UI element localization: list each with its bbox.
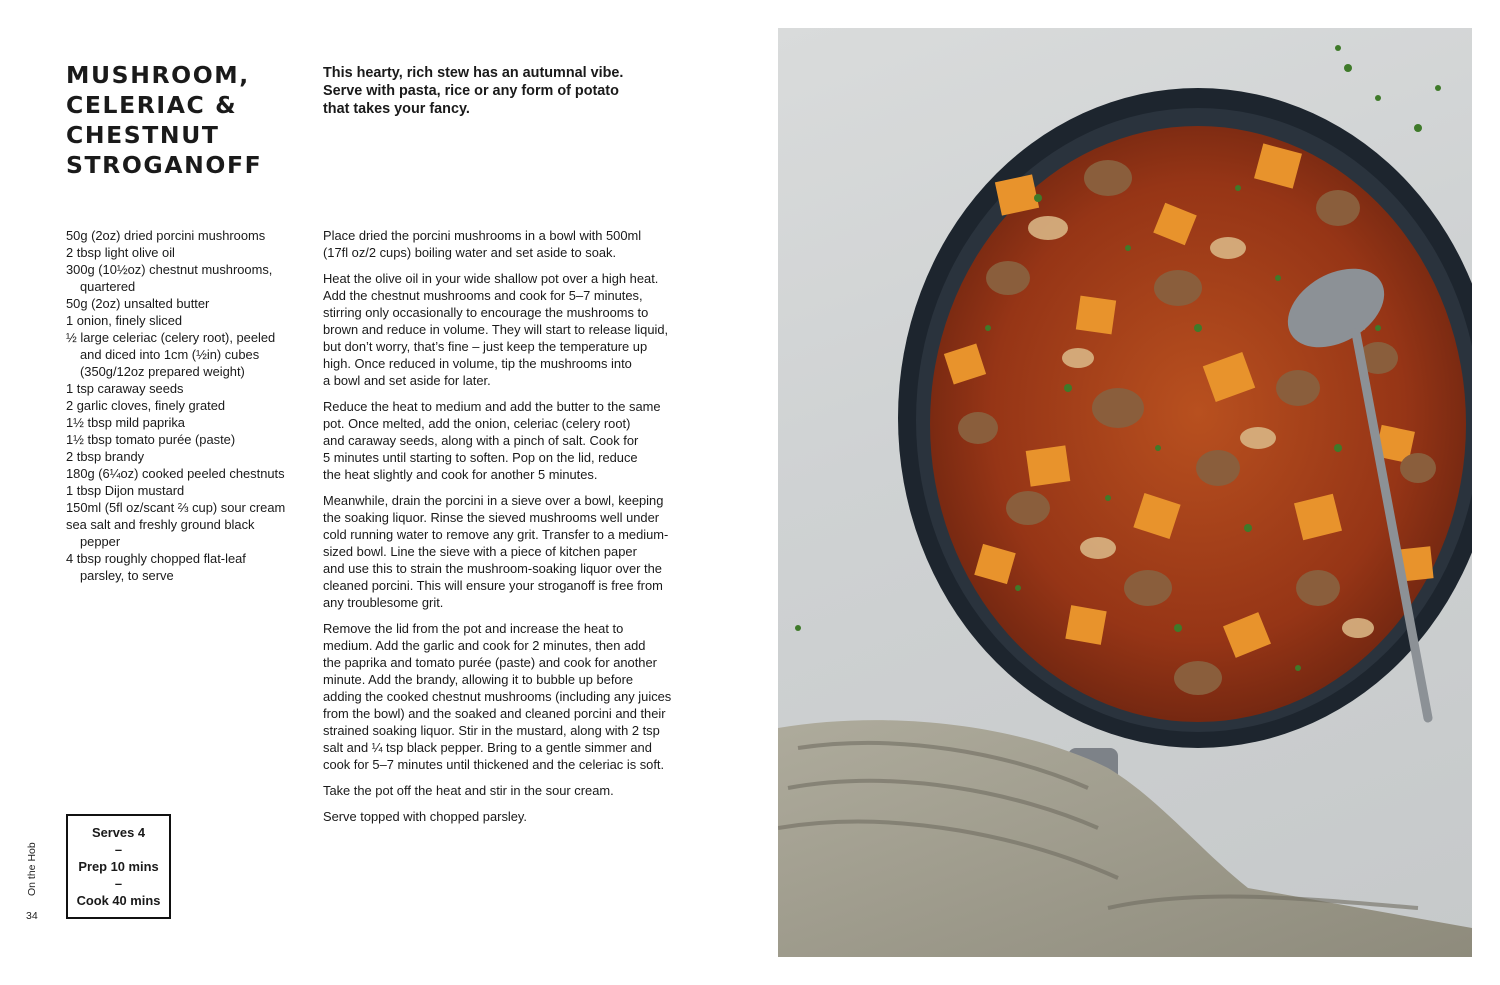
intro-line: Serve with pasta, rice or any form of potato <box>323 83 619 99</box>
title-line: CHESTNUT <box>66 121 220 149</box>
method-line: Place dried the porcini mushrooms in a bowl with 500ml <box>323 228 642 243</box>
method-line: cold running water to remove any grit. Transfer to a medium- <box>323 527 669 542</box>
method-line: and use this to strain the mushroom-soaking liquor over the <box>323 561 662 576</box>
method-step <box>323 398 698 483</box>
method-step <box>323 620 698 773</box>
ingredient-line: 180g (6¼oz) cooked peeled chestnuts <box>66 466 285 481</box>
ingredient-item <box>66 329 306 380</box>
separator: – <box>114 842 123 857</box>
method-line: sized bowl. Line the sieve with a piece of kitchen paper <box>323 544 637 559</box>
method-line: brown and reduce in volume. They will start to release liquid, <box>323 322 669 337</box>
ingredient-item <box>66 312 306 329</box>
ingredient-item <box>66 448 306 465</box>
recipe-intro <box>323 64 653 118</box>
ingredient-item <box>66 380 306 397</box>
ingredient-item <box>66 465 306 482</box>
method-steps <box>323 227 698 834</box>
method-step <box>323 270 698 389</box>
method-line: the soaking liquor. Rinse the sieved mushrooms well under <box>323 510 660 525</box>
stroganoff-photo <box>778 28 1472 957</box>
ingredient-line: sea salt and freshly ground black <box>66 517 255 532</box>
ingredient-line: quartered <box>80 279 136 294</box>
ingredient-line: 2 tbsp brandy <box>66 449 145 464</box>
method-line: and caraway seeds, along with a pinch of salt. Cook for <box>323 433 639 448</box>
serves-text: Serves 4 <box>91 825 146 840</box>
method-line: strained soaking liquor. Stir in the mustard, along with 2 tsp <box>323 723 660 738</box>
title-line: CELERIAC & <box>66 91 238 119</box>
method-line: minute. Add the brandy, allowing it to bubble up before <box>323 672 634 687</box>
method-line: Meanwhile, drain the porcini in a sieve over a bowl, keeping <box>323 493 664 508</box>
ingredient-line: ½ large celeriac (celery root), peeled <box>66 330 276 345</box>
ingredient-item <box>66 244 306 261</box>
method-step <box>323 782 698 799</box>
method-line: Heat the olive oil in your wide shallow pot over a high heat. <box>323 271 659 286</box>
method-line: a bowl and set aside for later. <box>323 373 491 388</box>
cook-time-text: Cook 40 mins <box>76 893 161 908</box>
ingredient-line: 300g (10½oz) chestnut mushrooms, <box>66 262 273 277</box>
ingredient-item <box>66 261 306 295</box>
method-line: adding the cooked chestnut mushrooms (including any juices <box>323 689 672 704</box>
stroganoff-pan-illustration <box>778 28 1472 957</box>
ingredient-line: (350g/12oz prepared weight) <box>80 364 245 379</box>
ingredient-line: 50g (2oz) dried porcini mushrooms <box>66 228 266 243</box>
linen-cloth <box>778 720 1472 957</box>
ingredient-line: 50g (2oz) unsalted butter <box>66 296 210 311</box>
method-line: the heat slightly and cook for another 5 minutes. <box>323 467 598 482</box>
method-line: high. Once reduced in volume, tip the mushrooms into <box>323 356 632 371</box>
ingredient-item <box>66 431 306 448</box>
method-line: Serve topped with chopped parsley. <box>323 809 527 824</box>
method-line: stirring only occasionally to encourage the mushrooms to <box>323 305 649 320</box>
method-step <box>323 227 698 261</box>
ingredient-line: 2 garlic cloves, finely grated <box>66 398 226 413</box>
stew-sauce <box>930 126 1466 722</box>
method-line: salt and ¼ tsp black pepper. Bring to a gentle simmer and <box>323 740 652 755</box>
method-line: medium. Add the garlic and cook for 2 minutes, then add <box>323 638 646 653</box>
ingredient-line: 1½ tbsp mild paprika <box>66 415 185 430</box>
ingredient-line: 1 onion, finely sliced <box>66 313 183 328</box>
ingredient-line: 1½ tbsp tomato purée (paste) <box>66 432 236 447</box>
method-line: but don’t worry, that’s fine – just keep the temperature up <box>323 339 648 354</box>
method-line: Reduce the heat to medium and add the butter to the same <box>323 399 661 414</box>
ingredient-line: 1 tbsp Dijon mustard <box>66 483 185 498</box>
method-line: the paprika and tomato purée (paste) and cook for another <box>323 655 657 670</box>
method-line: any troublesome grit. <box>323 595 444 610</box>
ingredient-line: pepper <box>80 534 121 549</box>
method-line: Add the chestnut mushrooms and cook for 5–7 minutes, <box>323 288 643 303</box>
ingredient-line: parsley, to serve <box>80 568 174 583</box>
ingredient-item <box>66 482 306 499</box>
method-line: cleaned porcini. This will ensure your stroganoff is free from <box>323 578 663 593</box>
method-line: 5 minutes until starting to soften. Pop on the lid, reduce <box>323 450 638 465</box>
method-step <box>323 808 698 825</box>
section-label: On the Hob <box>26 842 38 896</box>
ingredient-item <box>66 414 306 431</box>
ingredient-item <box>66 516 306 550</box>
timing-info-box <box>66 814 171 919</box>
ingredient-item <box>66 550 306 584</box>
method-line: pot. Once melted, add the onion, celeriac (celery root) <box>323 416 631 431</box>
method-step <box>323 492 698 611</box>
ingredients-list <box>66 227 306 584</box>
title-line: MUSHROOM, <box>66 61 250 89</box>
page-number: 34 <box>26 910 38 922</box>
ingredient-line: 4 tbsp roughly chopped flat-leaf <box>66 551 246 566</box>
separator: – <box>114 876 123 891</box>
intro-line: that takes your fancy. <box>323 101 470 117</box>
ingredient-line: 150ml (5fl oz/scant ⅔ cup) sour cream <box>66 500 286 515</box>
method-line: cook for 5–7 minutes until thickened and the celeriac is soft. <box>323 757 665 772</box>
recipe-title <box>66 60 296 180</box>
ingredient-item <box>66 295 306 312</box>
intro-line: This hearty, rich stew has an autumnal vibe. <box>323 65 624 81</box>
method-line: (17fl oz/2 cups) boiling water and set aside to soak. <box>323 245 617 260</box>
ingredient-line: and diced into 1cm (½in) cubes <box>80 347 260 362</box>
ingredient-line: 2 tbsp light olive oil <box>66 245 175 260</box>
ingredient-item <box>66 227 306 244</box>
ingredient-line: 1 tsp caraway seeds <box>66 381 184 396</box>
ingredient-item <box>66 397 306 414</box>
prep-time-text: Prep 10 mins <box>78 859 159 874</box>
title-line: STROGANOFF <box>66 151 263 179</box>
method-line: Take the pot off the heat and stir in the sour cream. <box>323 783 614 798</box>
method-line: Remove the lid from the pot and increase the heat to <box>323 621 624 636</box>
ingredient-item <box>66 499 306 516</box>
method-line: from the bowl) and the soaked and cleaned porcini and their <box>323 706 666 721</box>
